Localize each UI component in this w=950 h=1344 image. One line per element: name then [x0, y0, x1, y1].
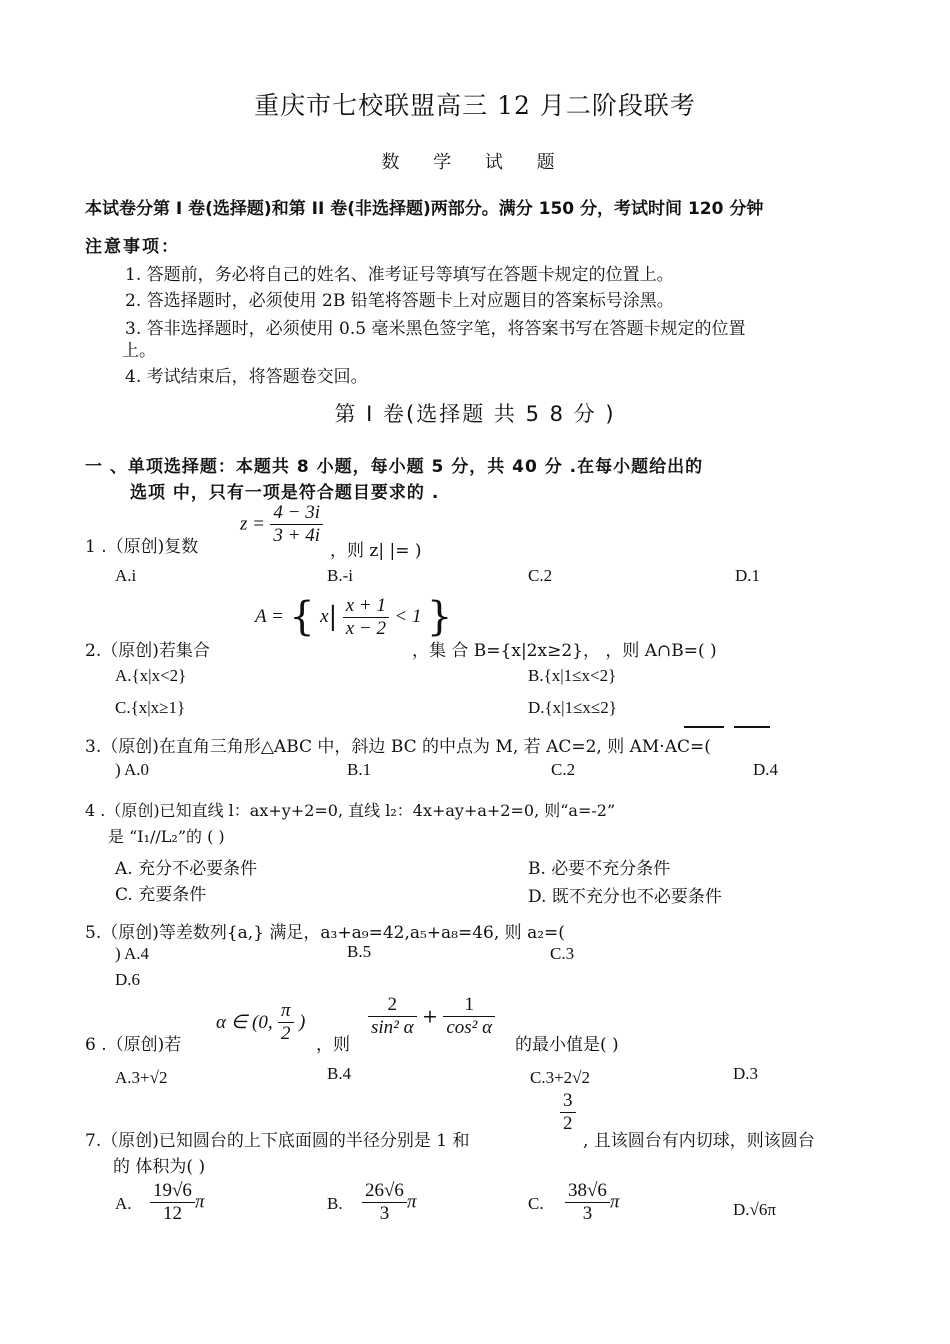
q3-option-c: C.2: [551, 760, 576, 779]
q5-text: 5.（原创)等差数列{a,} 满足，a₃+a₉=42,a₅+a₈=46, 则 a₂=(: [85, 923, 565, 943]
part-heading-1: 一 、单项选择题：本题共 8 小题，每小题 5 分，共 40 分 .在每小题给出的: [85, 457, 704, 477]
q7-frac-b-den: 3: [379, 1203, 390, 1224]
q7-frac-a: [150, 1180, 195, 1225]
q2-num: x + 1: [343, 595, 389, 618]
q1-option-a: A.i: [115, 566, 137, 585]
q7-r-den: 2: [563, 1113, 573, 1134]
q4-option-d: D. 既不充分也不必要条件: [528, 887, 722, 907]
q7-option-b-label: B.: [327, 1194, 343, 1213]
exam-intro: 本试卷分第 I 卷(选择题)和第 II 卷(非选择题)两部分。满分 150 分，考试时间 120 分钟: [85, 199, 764, 219]
page-title: 重庆市七校联盟高三 12 月二阶段联考: [254, 91, 696, 120]
q2-formula: A = { x| $\frac{x + 1}{x - 2}$ < 1 }: [255, 594, 453, 640]
q2-option-a: A.{x|x<2}: [115, 666, 187, 685]
q5-option-b: B.5: [347, 942, 372, 961]
q2-x: x: [320, 606, 329, 627]
q6-option-c: C.3+2√2: [530, 1068, 591, 1087]
q6-pi-num: π: [278, 1000, 294, 1023]
q6-f1-num: 2: [368, 994, 417, 1017]
q2-option-b: B.{x|1≤x<2}: [528, 666, 617, 685]
q1-den: 3 + 4i: [273, 525, 320, 546]
q6-then: ，则: [316, 1035, 350, 1055]
q3-option-b: B.1: [347, 760, 372, 779]
q5-option-c: C.3: [550, 944, 575, 963]
q3-vector-bar-am: [684, 726, 724, 728]
q1-option-c: C.2: [528, 566, 553, 585]
q7-option-a-label: A.: [115, 1194, 132, 1213]
q3-vector-bar-ac: [734, 726, 770, 728]
notice-item-3-cont: 上。: [122, 341, 156, 361]
q6-expression: [368, 994, 495, 1039]
q4-option-a: A. 充分不必要条件: [115, 859, 258, 879]
q6-cond: α ∈ (0,: [216, 1012, 273, 1033]
q3-option-a: ) A.0: [115, 760, 149, 779]
q7-option-d: D.√6π: [733, 1200, 776, 1219]
q6-prefix: 6 .（原创)若: [85, 1035, 182, 1055]
q6-pi-den: 2: [281, 1023, 291, 1044]
q5-option-a: ) A.4: [115, 944, 149, 963]
q2-suffix: ，集 合 B={x|2x≥2}， ，则 A∩B=( ): [412, 641, 717, 661]
q7-frac-c: [565, 1180, 610, 1225]
q6-option-d: D.3: [733, 1064, 759, 1083]
notice-item-1: 1. 答题前，务必将自己的姓名、准考证号等填写在答题卡规定的位置上。: [125, 265, 674, 285]
notice-heading: 注意事项：: [85, 237, 180, 257]
notice-item-2: 2. 答选择题时，必须使用 2B 铅笔将答题卡上对应题目的答案标号涂黑。: [125, 291, 674, 311]
q7-frac-a-num: 19√6: [150, 1180, 195, 1203]
q7-pi-b: π: [406, 1191, 417, 1213]
q6-cond-end: ): [298, 1011, 306, 1033]
q5-option-d: D.6: [115, 970, 141, 989]
q7-r-num: 3: [560, 1090, 576, 1113]
q7-prefix: 7.（原创)已知圆台的上下底面圆的半径分别是 1 和: [85, 1131, 470, 1151]
q1-num: 4 − 3i: [270, 502, 323, 525]
q7-suffix: , 且该圆台有内切球，则该圆台: [583, 1131, 815, 1151]
q6-f2-den: cos² α: [446, 1017, 493, 1038]
q4-option-b: B. 必要不充分条件: [528, 859, 671, 879]
page-subtitle: 数 学 试 题: [381, 152, 569, 173]
q7-option-c-label: C.: [528, 1194, 544, 1213]
q1-fraction: [270, 502, 323, 547]
notice-item-3: 3. 答非选择题时，必须使用 0.5 毫米黑色签字笔，将答案书写在答题卡规定的位置: [125, 319, 746, 339]
section-title: 第 I 卷(选择题 共 5 8 分 ): [334, 402, 616, 426]
q4-option-c: C. 充要条件: [115, 885, 207, 905]
q2-prefix: 2.（原创)若集合: [85, 641, 210, 661]
q1-option-b: B.-i: [327, 566, 353, 585]
q1-option-d: D.1: [735, 566, 761, 585]
q7-frac-c-den: 3: [582, 1203, 593, 1224]
q3-option-d: D.4: [753, 760, 779, 779]
q7-option-a-value: [150, 1180, 204, 1225]
q7-pi-c: π: [609, 1191, 620, 1213]
q6-fraction-2: [443, 994, 495, 1039]
q6-fraction-1: [368, 994, 417, 1039]
q2-rhs: < 1: [394, 606, 422, 627]
q7-radius-fraction: [560, 1090, 576, 1135]
q2-option-c: C.{x|x≥1}: [115, 698, 186, 717]
q7-pi-a: π: [194, 1191, 205, 1213]
q6-pi-fraction: [278, 1000, 294, 1045]
q3-text: 3.（原创)在直角三角形△ABC 中，斜边 BC 的中点为 M, 若 AC=2, 则 AM·AC=(: [85, 737, 711, 757]
q6-f2-num: 1: [443, 994, 495, 1017]
q7-radius: [560, 1090, 576, 1135]
q6-suffix: 的最小值是( ): [515, 1035, 619, 1055]
q7-option-c-value: [565, 1180, 619, 1225]
q7-line2: 的 体积为( ): [113, 1157, 206, 1177]
q6-plus: +: [422, 1005, 438, 1028]
notice-item-4: 4. 考试结束后，将答题卷交回。: [125, 367, 368, 387]
q4-line2: 是 “I₁//L₂”的 ( ): [108, 827, 225, 846]
q6-option-a: A.3+√2: [115, 1068, 168, 1087]
q2-option-d: D.{x|1≤x≤2}: [528, 698, 617, 717]
q7-frac-b-num: 26√6: [362, 1180, 407, 1203]
q7-frac-a-den: 12: [162, 1203, 182, 1224]
q7-option-b-value: [362, 1180, 416, 1225]
q6-option-b: B.4: [327, 1064, 352, 1083]
q6-condition: [216, 1000, 305, 1045]
q6-f1-den: sin² α: [371, 1017, 414, 1038]
q2-fraction: [343, 595, 389, 640]
q1-formula: [240, 502, 323, 547]
q1-prefix: 1 .（原创)复数: [85, 537, 199, 557]
q4-line1: 4 .（原创)已知直线 l：ax+y+2=0, 直线 l₂：4x+ay+a+2=0, 则“a=-2”: [85, 801, 616, 820]
q7-frac-b: [362, 1180, 407, 1225]
q1-suffix: ，则 z| |= ): [330, 541, 422, 561]
q2-a: A =: [255, 606, 284, 627]
q2-den: x − 2: [345, 617, 386, 639]
part-heading-2: 选项 中，只有一项是符合题目要求的 .: [130, 483, 440, 503]
q1-z: z =: [240, 513, 265, 535]
q7-frac-c-num: 38√6: [565, 1180, 610, 1203]
